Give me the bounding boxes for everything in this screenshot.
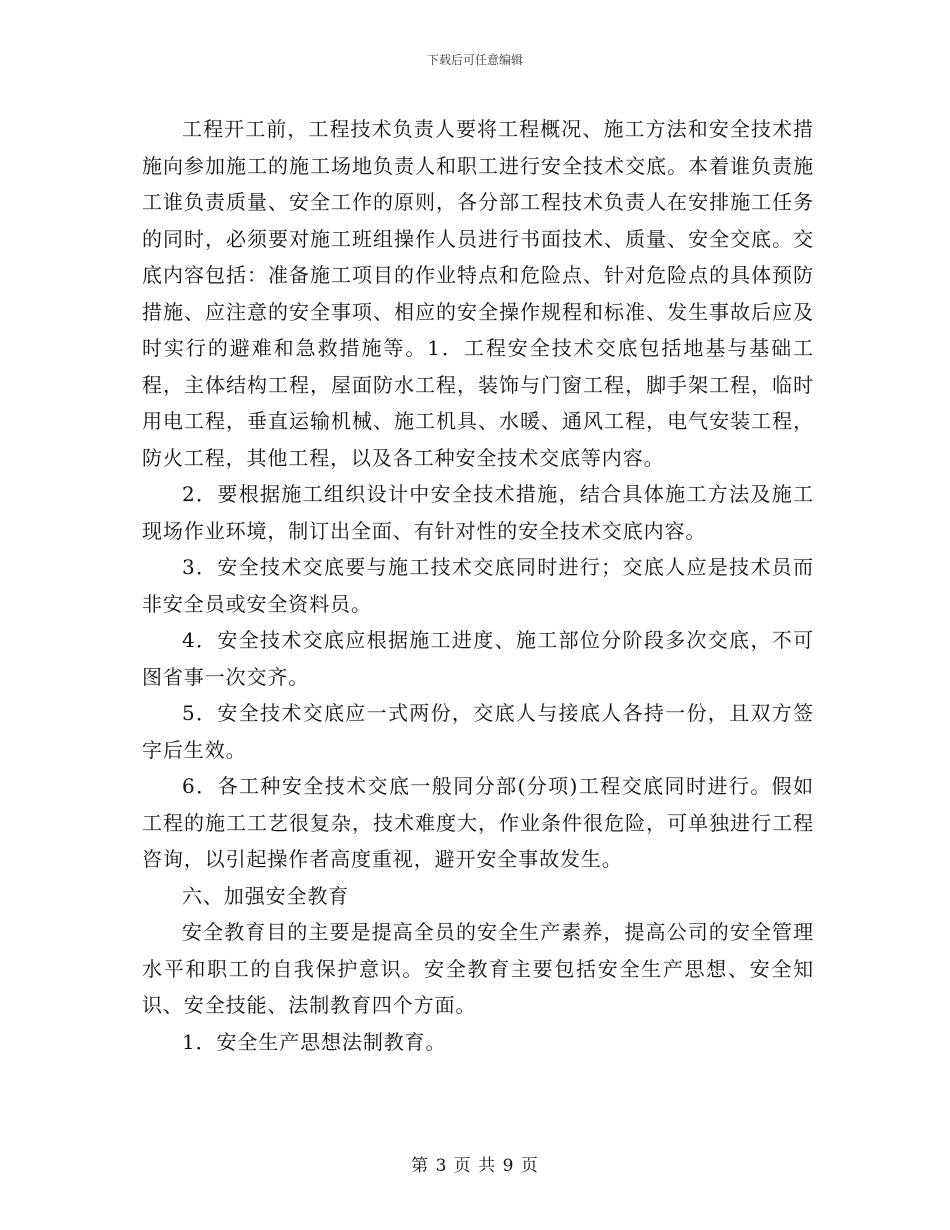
paragraph-item-2: 2．要根据施工组织设计中安全技术措施，结合具体施工方法及施工现场作业环境，制订出全面、有针对性的安全技术交底内容。 [142,482,814,543]
page-number-footer: 第 3 页 共 9 页 [411,1156,539,1176]
paragraph-item-4: 4．安全技术交底应根据施工进度、施工部位分阶段多次交底，不可图省事一次交齐。 [142,628,814,689]
paragraph-education-item-1: 1．安全生产思想法制教育。 [182,1029,447,1054]
paragraph-item-6: 6．各工种安全技术交底一般同分部(分项)工程交底同时进行。假如工程的施工工艺很复杂，技术难度大，作业条件很危险，可单独进行工程咨询，以引起操作者高度重视，避开安全事故发生。 [142,774,814,871]
paragraph-item-5: 5．安全技术交底应一式两份，交底人与接底人各持一份，且双方签字后生效。 [142,701,814,762]
document-body [142,111,814,1060]
paragraph-safety-education: 安全教育目的主要是提高全员的安全生产素养，提高公司的安全管理水平和职工的自我保护意识。安全教育主要包括安全生产思想、安全知识、安全技能、法制教育四个方面。 [142,920,814,1017]
section-heading-safety-education: 六、加强安全教育 [182,883,350,908]
paragraph-safety-briefing: 工程开工前，工程技术负责人要将工程概况、施工方法和安全技术措施向参加施工的施工场地负责人和职工进行安全技术交底。本着谁负责施工谁负责质量、安全工作的原则，各分部工程技术负责人在安排施工任务的同时，必须要对施工班组操作人员进行书面技术、质量、安全交底。交底内容包括：准备施工项目的作业特点和危险点、针对危险点的具体预防措施、应注意的安全事项、相应的安全操作规程和标准、发生事故后应及时实行的避难和急救措施等。1．工程安全技术交底包括地基与基础工程，主体结构工程，屋面防水工程，装饰与门窗工程，脚手架工程，临时用电工程，垂直运输机械、施工机具、水暖、通风工程，电气安装工程，防火工程，其他工程，以及各工种安全技术交底等内容。 [142,117,814,470]
paragraph-item-3: 3．安全技术交底要与施工技术交底同时进行；交底人应是技术员而非安全员或安全资料员。 [142,555,814,616]
page-header: 下载后可任意编辑 [426,53,523,67]
